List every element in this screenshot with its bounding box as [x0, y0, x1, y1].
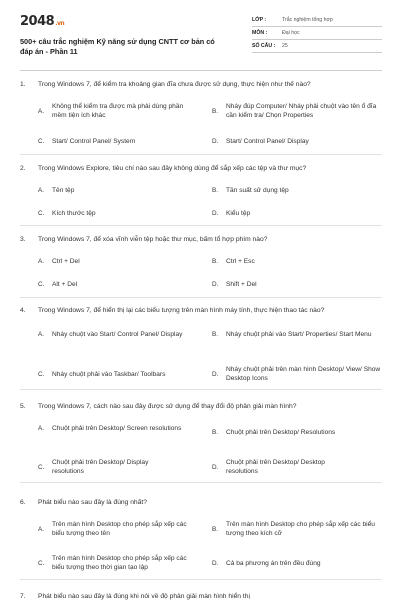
site-logo[interactable]: 2048.vn [20, 14, 65, 29]
option-a[interactable]: A. Nháy chuột vào Start/ Control Panel/ Display [38, 331, 183, 338]
question-text: 6. Phát biểu nào sau đây là đúng nhất? [20, 499, 147, 506]
meta-value: Đại học [282, 30, 300, 36]
option-d[interactable]: D. Cả ba phương án trên đều đúng [212, 560, 321, 567]
option-c[interactable]: C. Start/ Control Panel/ System [38, 138, 136, 145]
option-a[interactable]: A. Không thể kiểm tra được mà phải dùng phần mềm tiện ích khác [38, 103, 184, 119]
document-meta [252, 14, 382, 53]
question-text: 2. Trong Windows Explore, tiêu chí nào sau đây không dùng để sắp xếp các tệp và thư mục? [20, 165, 307, 172]
meta-label: LỚP : [252, 17, 267, 23]
question-text: 3. Trong Windows 7, để xóa vĩnh viễn tệp hoặc thư mục, bấm tổ hợp phím nào? [20, 236, 268, 243]
option-c[interactable]: C. Trên màn hình Desktop cho phép sắp xếp các biểu tượng theo thời gian tạo lập [38, 555, 187, 571]
option-c[interactable]: C. Alt + Del [38, 281, 78, 288]
option-d[interactable]: D. Shift + Del [212, 281, 257, 288]
meta-row-subject [252, 27, 382, 40]
option-d[interactable]: D. Kiểu tệp [212, 210, 251, 217]
meta-label: MÔN : [252, 30, 268, 36]
meta-label: SỐ CÂU : [252, 43, 276, 49]
question-separator [20, 482, 382, 483]
option-b[interactable]: B. Trên màn hình Desktop cho phép sắp xếp các biểu tượng theo kích cỡ [212, 521, 375, 537]
option-b[interactable]: B. Nháy chuột phải vào Start/ Properties/ Start Menu [212, 331, 372, 338]
question-text: 1. Trong Windows 7, để kiểm tra khoảng gian đĩa chưa được sử dụng, thực hiện như thế nào? [20, 81, 311, 88]
question-text: 4. Trong Windows 7, để hiển thị lại các biểu tượng trên màn hình máy tính, thực hiện thao tác nào? [20, 307, 325, 314]
option-c[interactable]: C. Nháy chuột phải vào Taskbar/ Toolbars [38, 371, 166, 378]
document-header [20, 14, 382, 66]
option-d[interactable]: D. Nháy chuột phải trên màn hình Desktop/ View/ Show Desktop Icons [212, 366, 381, 382]
option-d[interactable]: D. Start/ Control Panel/ Display [212, 138, 309, 145]
question-separator [20, 389, 382, 390]
meta-row-count [252, 40, 382, 53]
document-title: 500+ câu trắc nghiệm Kỹ năng sử dụng CNTT cơ bản có đáp án - Phần 11 [20, 37, 215, 56]
meta-value: 25 [282, 43, 288, 49]
option-a[interactable]: A. Trên màn hình Desktop cho phép sắp xếp các biểu tượng theo tên [38, 521, 187, 537]
option-b[interactable]: B. Tần suất sử dụng tệp [212, 187, 289, 194]
question-text: 7. Phát biểu nào sau đây là đúng khi nói về độ phân giải màn hình hiển thị [20, 593, 250, 600]
question-separator [20, 154, 382, 155]
question-separator [20, 225, 382, 226]
option-a[interactable]: A. Ctrl + Del [38, 258, 80, 265]
option-b[interactable]: B. Ctrl + Esc [212, 258, 255, 265]
meta-row-class [252, 14, 382, 27]
option-c[interactable]: C. Kích thước tệp [38, 210, 96, 217]
option-a[interactable]: A. Tên tệp [38, 187, 75, 194]
option-b[interactable]: B. Nháy đúp Computer/ Nháy phải chuột vào tên ổ đĩa cần kiểm tra/ Chọn Properties [212, 103, 377, 119]
question-text: 5. Trong Windows 7, cách nào sau đây được sử dụng để thay đổi độ phân giải màn hình? [20, 403, 297, 410]
meta-value: Trắc nghiệm tổng hợp [282, 17, 333, 23]
option-a[interactable]: A. Chuột phải trên Desktop/ Screen resolutions [38, 425, 182, 432]
question-separator [20, 297, 382, 298]
question-separator [20, 579, 382, 580]
option-d[interactable]: D. Chuột phải trên Desktop/ Desktop resolutions [212, 459, 325, 475]
option-c[interactable]: C. Chuột phải trên Desktop/ Display resolutions [38, 459, 149, 475]
header-divider [20, 70, 382, 71]
option-b[interactable]: B. Chuột phải trên Desktop/ Resolutions [212, 429, 336, 436]
